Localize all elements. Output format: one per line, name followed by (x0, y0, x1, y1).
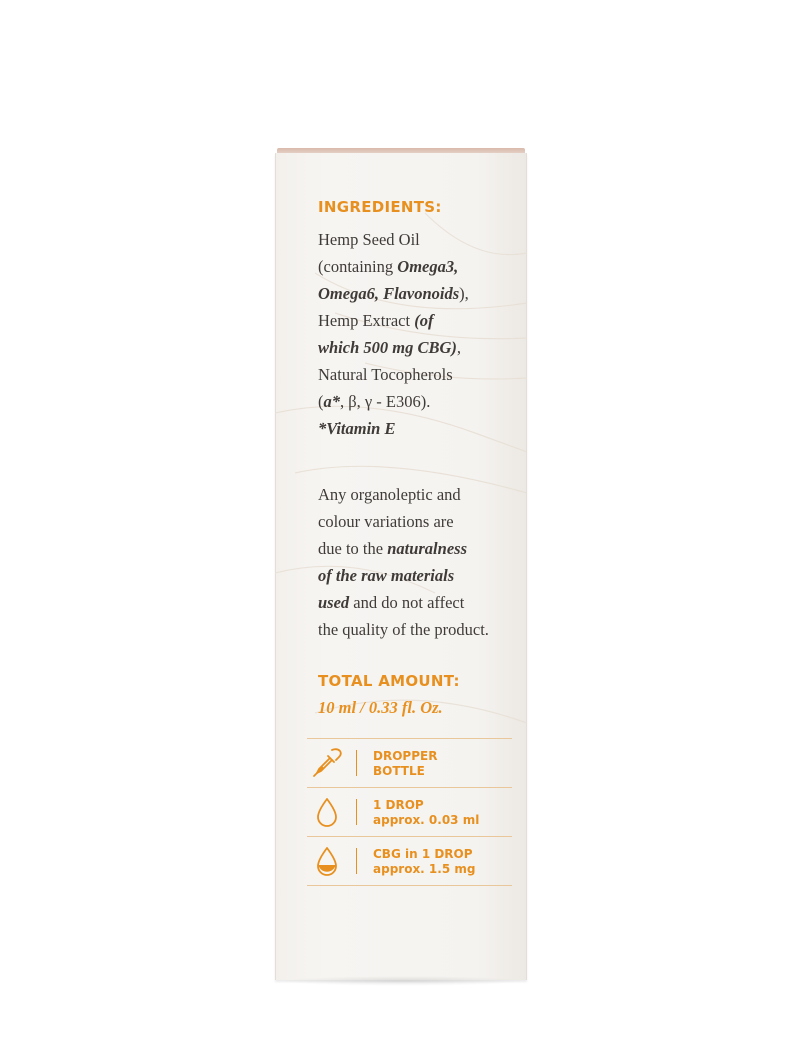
spec-text: 1 DROP approx. 0.03 ml (373, 798, 480, 827)
spec-row-cbg-per-drop (307, 836, 512, 886)
box-shadow (280, 976, 524, 986)
disclaimer-text: Any organoleptic and colour variations are due to the naturalness of the raw materials used and do not affect the quality of the product. (318, 485, 489, 639)
spec-separator (356, 799, 357, 825)
ingredients-panel (318, 198, 518, 718)
ingredient-line: Natural Tocopherols (318, 365, 453, 384)
dropper-icon (311, 747, 343, 779)
spec-row-drop (307, 787, 512, 836)
spec-row-dropper (307, 738, 512, 787)
total-amount-heading: TOTAL AMOUNT: (318, 672, 460, 690)
drop-outline-icon (311, 796, 343, 828)
ingredients-heading: INGREDIENTS: (318, 198, 442, 216)
ingredient-line: (a*, β, γ - E306). (318, 392, 431, 411)
spec-text: DROPPER BOTTLE (373, 749, 438, 778)
drop-half-filled-icon (311, 845, 343, 877)
spec-table (307, 738, 512, 886)
ingredient-line: (containing Omega3, (318, 257, 459, 276)
spec-separator (356, 750, 357, 776)
ingredient-line: *Vitamin E (318, 419, 396, 438)
ingredients-list (318, 226, 518, 442)
ingredient-line: Omega6, Flavonoids), (318, 284, 469, 303)
ingredient-line: Hemp Extract (of (318, 311, 434, 330)
ingredient-line: Hemp Seed Oil (318, 230, 420, 249)
spec-text: CBG in 1 DROP approx. 1.5 mg (373, 847, 476, 876)
total-amount-value: 10 ml / 0.33 fl. Oz. (318, 698, 443, 717)
ingredient-line: which 500 mg CBG), (318, 338, 462, 357)
spec-separator (356, 848, 357, 874)
